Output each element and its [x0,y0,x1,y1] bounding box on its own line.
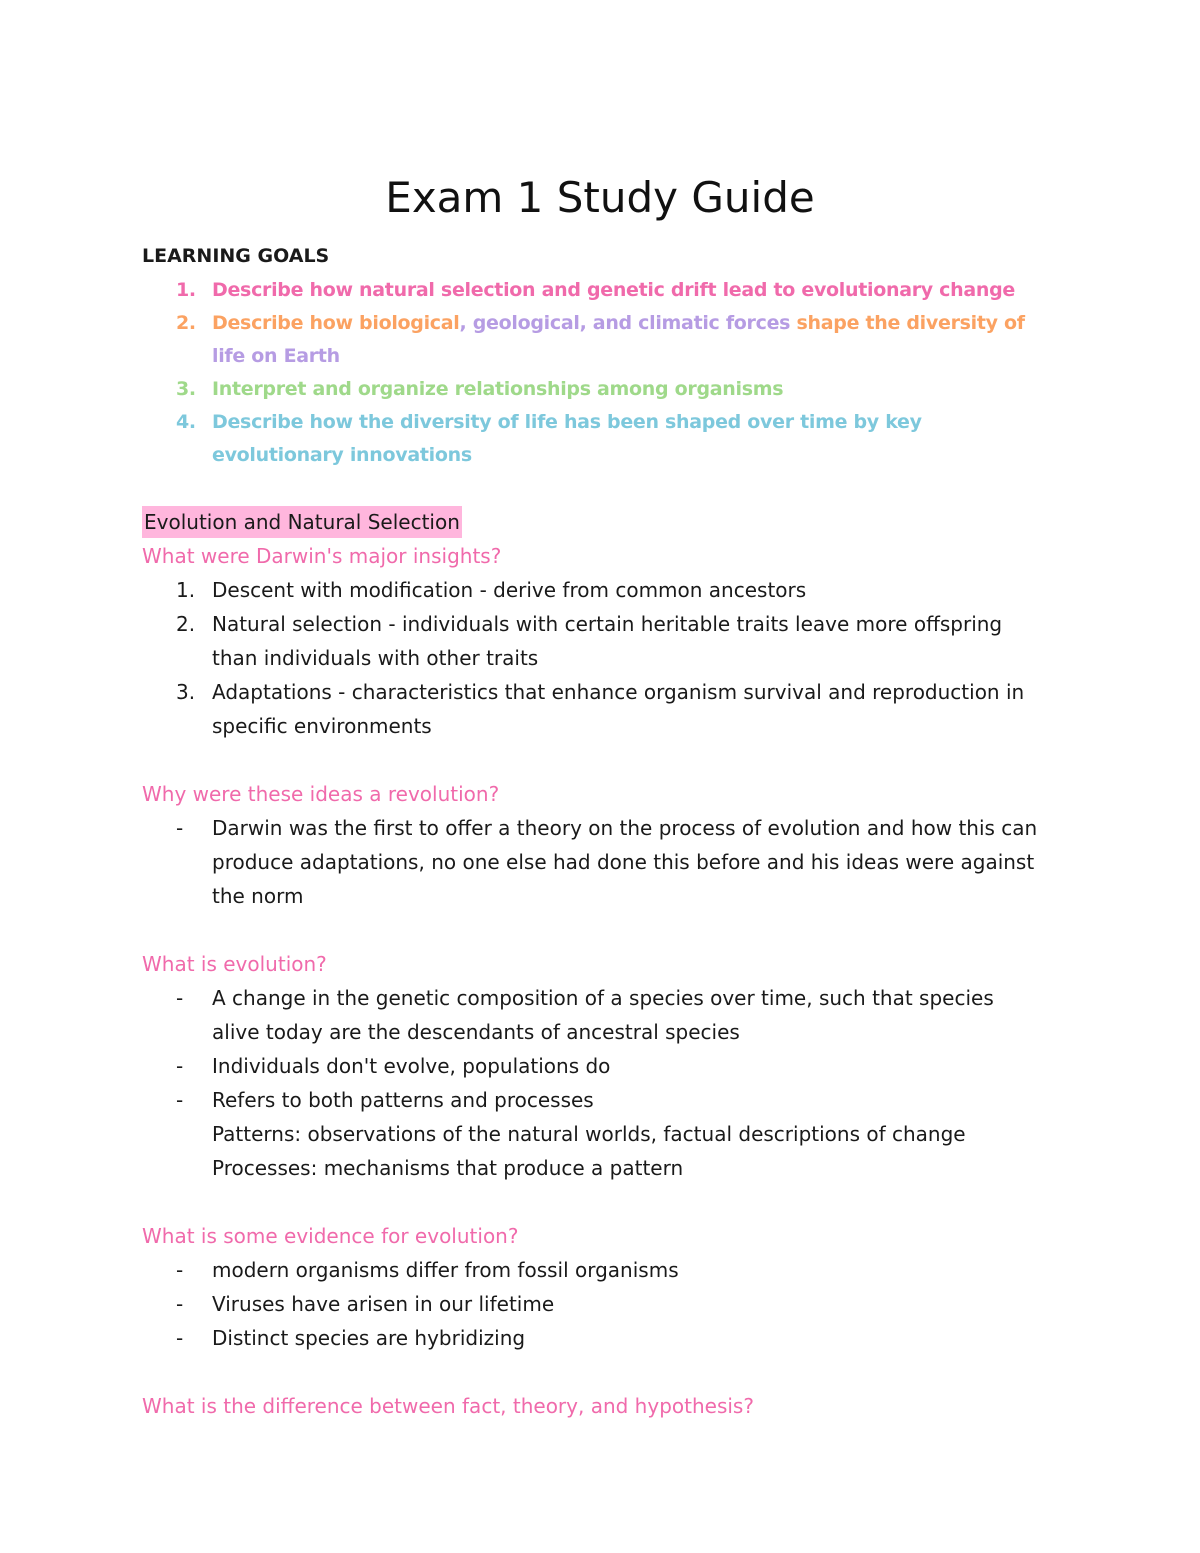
bullet-dash: - [176,1326,184,1350]
item-text: Adaptations - characteristics that enhance organism survival and reproduction in specific environments [212,680,1025,738]
goal-text: Describe how natural selection and genetic drift lead to evolutionary change [212,279,1016,301]
goal-number: 2. [176,312,196,334]
bullet-dash: - [176,1088,184,1112]
list-item [142,607,1042,675]
goal-number: 1. [176,279,196,301]
list-item [142,1253,1042,1287]
list-item [142,1083,1042,1185]
goal-text: Interpret and organize relationships among organisms [212,378,784,400]
spacer [142,1355,1042,1389]
question-heading: What were Darwin's major insights? [142,544,502,568]
learning-goals-heading: LEARNING GOALS [142,245,330,267]
item-text: modern organisms differ from fossil organisms [212,1258,679,1282]
section-heading: Evolution and Natural Selection [142,506,462,538]
spacer [142,472,1042,506]
list-item [142,981,1042,1049]
item-text: A change in the genetic composition of a species over time, such that species alive today are the descendants of ancestral species [212,986,994,1044]
item-text: Refers to both patterns and processes [212,1088,594,1112]
goal-text-segment: shape the diversity of [796,312,1025,334]
item-subline: Patterns: observations of the natural worlds, factual descriptions of change [212,1122,966,1146]
section-heading-row [142,506,1042,539]
question-heading: What is the difference between fact, theory, and hypothesis? [142,1394,754,1418]
list-item [142,1321,1042,1355]
item-number: 1. [176,578,196,602]
page-title: Exam 1 Study Guide [385,173,815,223]
goal-text-segment: life on Earth [212,345,340,367]
spacer [142,1185,1042,1219]
list-item [142,573,1042,607]
item-text: Descent with modification - derive from common ancestors [212,578,807,602]
spacer [142,913,1042,947]
document-body [142,238,1042,1423]
item-text: Viruses have arisen in our lifetime [212,1292,555,1316]
item-number: 2. [176,612,196,636]
goal-text-segment: , geological, and climatic forces [459,312,797,334]
learning-goal-2 [142,307,1042,373]
question-heading: What is evolution? [142,952,327,976]
learning-goal-4 [142,406,1042,472]
list-item [142,811,1042,913]
spacer [142,743,1042,777]
bullet-dash: - [176,1258,184,1282]
item-text: Individuals don't evolve, populations do [212,1054,611,1078]
learning-goal-1 [142,274,1042,307]
bullet-dash: - [176,1054,184,1078]
item-subline: Processes: mechanisms that produce a pattern [212,1156,684,1180]
goal-number: 3. [176,378,196,400]
item-text: Darwin was the first to offer a theory on the process of evolution and how this can produce adaptations, no one else had done this before and his ideas were against the norm [212,816,1038,908]
item-text: Distinct species are hybridizing [212,1326,526,1350]
bullet-dash: - [176,1292,184,1316]
list-item [142,1049,1042,1083]
list-item [142,1287,1042,1321]
goal-text: Describe how the diversity of life has been shaped over time by key evolutionary innovations [212,411,922,466]
learning-goal-3 [142,373,1042,406]
item-text: Natural selection - individuals with certain heritable traits leave more offspring than individuals with other traits [212,612,1003,670]
list-item [142,675,1042,743]
question-heading: Why were these ideas a revolution? [142,782,500,806]
bullet-dash: - [176,986,184,1010]
item-number: 3. [176,680,196,704]
goal-text-segment: Describe how biological [212,312,460,334]
goal-number: 4. [176,411,196,433]
bullet-dash: - [176,816,184,840]
question-heading: What is some evidence for evolution? [142,1224,519,1248]
